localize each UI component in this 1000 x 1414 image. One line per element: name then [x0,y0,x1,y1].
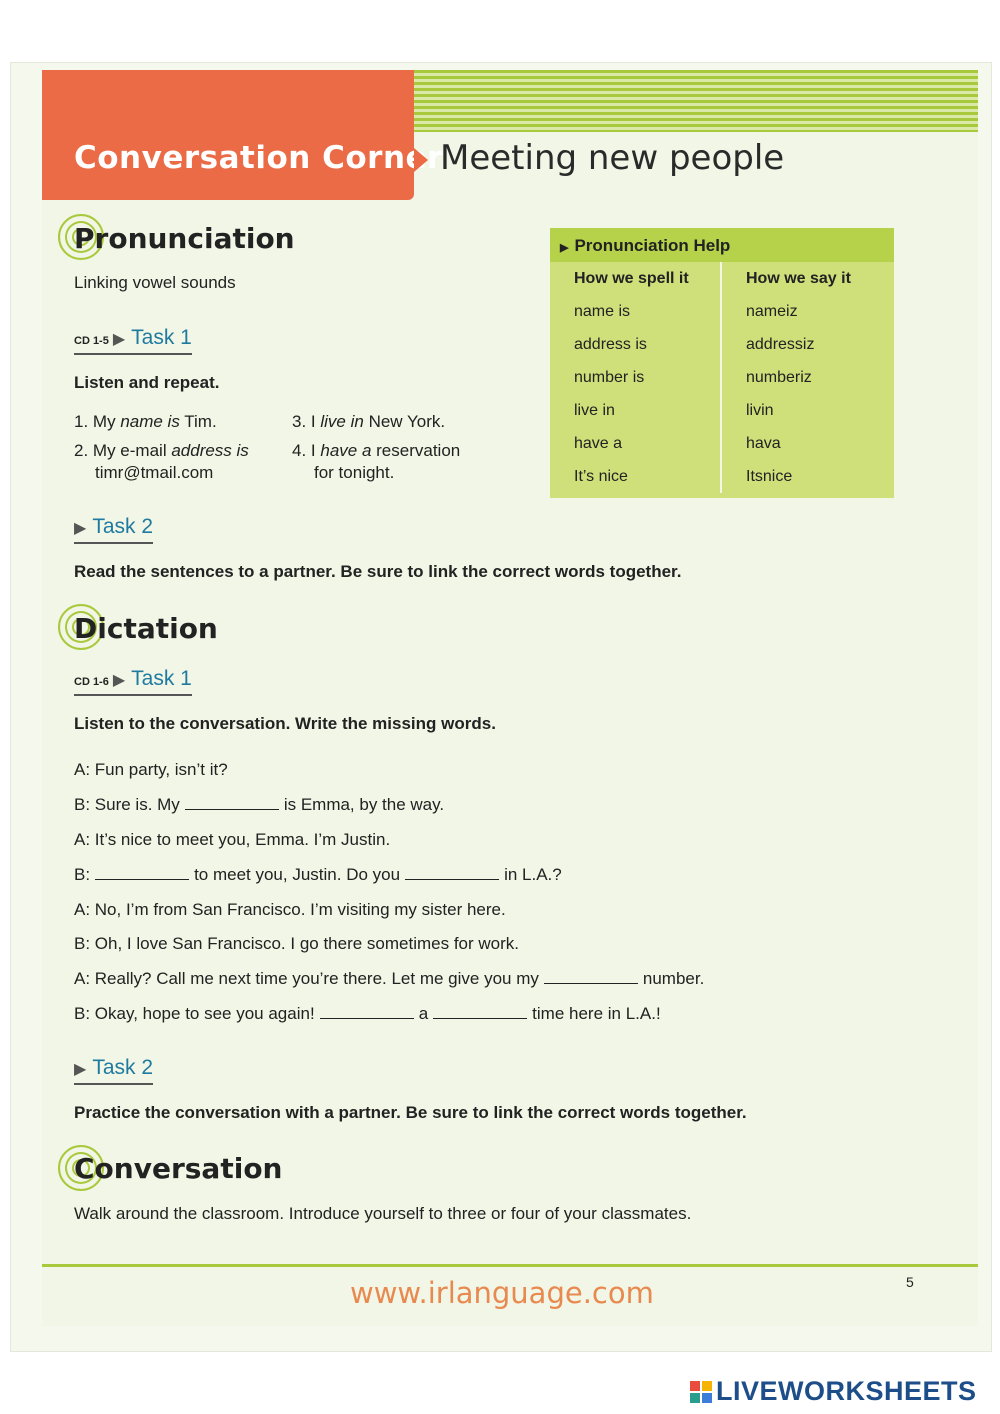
pronunciation-subtitle: Linking vowel sounds [74,273,236,292]
task-label: Task 2 [92,515,154,538]
table-cell: name is [550,295,722,328]
list-item-continuation: for tonight. [314,463,395,482]
answer-blank[interactable] [95,866,189,880]
list-item: 4. I have a reservation [292,441,461,460]
pronunciation-help-table [550,228,894,498]
table-header-row [550,262,894,295]
column-header: How we say it [746,270,851,287]
dictation-task2-label [74,1056,153,1085]
dialogue-line: B: Oh, I love San Francisco. I go there sometimes for work. [74,934,520,953]
table-cell: It’s nice [550,460,722,493]
table-cell: address is [550,328,722,361]
liveworksheets-icon [690,1381,712,1403]
pronunciation-task2-instruction: Read the sentences to a partner. Be sure to link the correct words together. [74,562,682,581]
dictation-task1-instruction: Listen to the conversation. Write the missing words. [74,714,496,733]
pronunciation-task2-label [74,515,153,544]
dictation-task2-instruction: Practice the conversation with a partner. Be sure to link the correct words together. [74,1103,747,1122]
help-table-header [550,228,894,262]
answer-blank[interactable] [320,1005,414,1019]
header-banner [42,70,414,200]
play-arrow-icon: ▶ [112,672,126,689]
table-row [550,394,894,427]
page-number: 5 [906,1274,914,1290]
answer-blank[interactable] [544,970,638,984]
dialogue-line: B: to meet you, Justin. Do you in L.A.? [74,865,562,884]
liveworksheets-logo [690,1376,977,1407]
table-row [550,427,894,460]
answer-blank[interactable] [433,1005,527,1019]
footer-divider [42,1264,978,1267]
table-cell: livin [746,402,774,419]
task-label: Task 2 [92,1056,154,1079]
dictation-task1-label [74,667,192,696]
play-arrow-icon: ▶ [74,520,87,537]
header-subtitle: Meeting new people [440,138,785,178]
table-cell: nameiz [746,303,798,320]
answer-blank[interactable] [405,866,499,880]
header-arrow-icon [414,148,428,172]
list-item: 1. My name is Tim. [74,412,217,431]
table-cell: number is [550,361,722,394]
task-label: Task 1 [131,326,192,349]
dialogue-line: A: No, I’m from San Francisco. I’m visiting my sister here. [74,900,506,919]
conversation-instruction: Walk around the classroom. Introduce yourself to three or four of your classmates. [74,1204,692,1223]
dialogue-line: B: Okay, hope to see you again! a time here in L.A.! [74,1004,661,1023]
cd-track-label: CD 1-6 [74,676,109,688]
conversation-title: Conversation [74,1152,283,1185]
table-cell: live in [550,394,722,427]
play-arrow-icon: ▶ [74,1061,87,1078]
play-arrow-icon: ▶ [560,242,569,254]
list-item: 2. My e-mail address is [74,441,249,460]
pronunciation-task1-label [74,326,192,355]
liveworksheets-brand: LIVEWORKSHEETS [716,1376,977,1406]
list-item: 3. I live in New York. [292,412,446,431]
table-row [550,361,894,394]
table-cell: Itsnice [746,468,793,485]
help-table-title: Pronunciation Help [574,236,731,255]
table-row [550,328,894,361]
website-watermark: www.irlanguage.com [350,1276,654,1310]
dialogue-line: B: Sure is. My is Emma, by the way. [74,795,445,814]
table-row [550,460,894,493]
table-cell: have a [550,427,722,460]
dictation-title: Dictation [74,612,218,645]
table-row [550,295,894,328]
table-cell: addressiz [746,336,815,353]
header-stripes [412,70,978,132]
answer-blank[interactable] [185,796,279,810]
task-label: Task 1 [131,667,192,690]
dialogue-line: A: It’s nice to meet you, Emma. I’m Justin. [74,830,391,849]
table-cell: numberiz [746,369,812,386]
play-arrow-icon: ▶ [112,331,126,348]
header-title: Conversation Corner [74,140,443,176]
table-cell: hava [746,435,781,452]
column-header: How we spell it [550,262,722,295]
dialogue-line: A: Fun party, isn’t it? [74,760,228,779]
list-item-continuation: timr@tmail.com [95,463,214,482]
pronunciation-title: Pronunciation [74,222,295,255]
dialogue-line: A: Really? Call me next time you’re there. Let me give you my number. [74,969,705,988]
cd-track-label: CD 1-5 [74,335,109,347]
pronunciation-task1-instruction: Listen and repeat. [74,373,220,392]
